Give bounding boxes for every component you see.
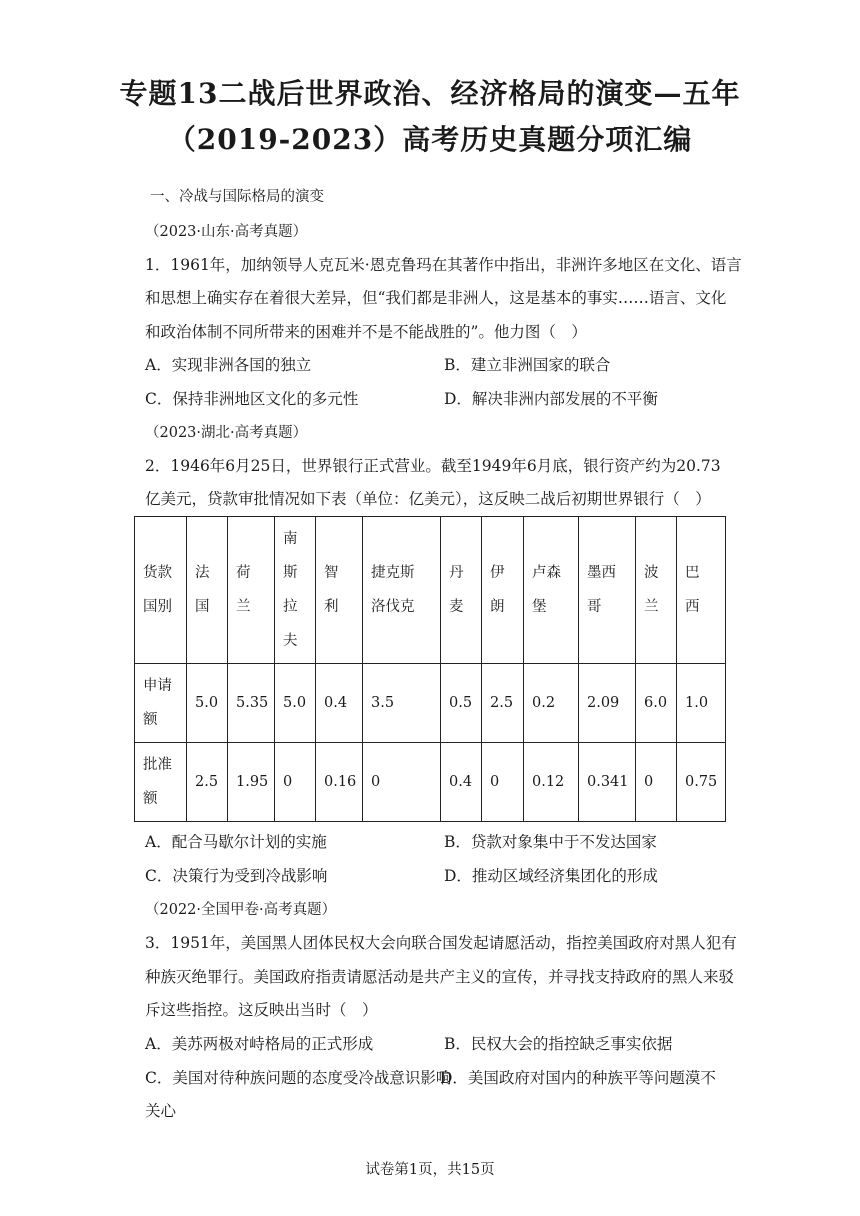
table-cell: 0.16 bbox=[316, 743, 363, 822]
question-1-option-d: D．解决非洲内部发展的不平衡 bbox=[444, 390, 658, 408]
question-1-source: （2023·山东·高考真题） bbox=[145, 224, 308, 240]
loan-approval-table bbox=[134, 516, 726, 822]
table-header-cell: 捷克斯 洛伐克 bbox=[363, 517, 441, 664]
table-cell: 0.5 bbox=[441, 664, 482, 743]
table-header-cell: 智 利 bbox=[316, 517, 363, 664]
table-header-cell: 荷 兰 bbox=[228, 517, 275, 664]
table-cell: 0.12 bbox=[524, 743, 579, 822]
table-header-cell: 货款 国别 bbox=[135, 517, 187, 664]
question-3-option-c: C．美国对待种族问题的态度受冷战意识影响 bbox=[145, 1069, 452, 1087]
table-header-cell: 丹 麦 bbox=[441, 517, 482, 664]
question-2-option-a: A．配合马歇尔计划的实施 bbox=[145, 833, 327, 851]
question-3-text-line-2: 种族灭绝罪行。美国政府指责请愿活动是共产主义的宣传，并寻找支持政府的黑人来驳 bbox=[145, 968, 735, 986]
table-cell: 0 bbox=[363, 743, 441, 822]
question-3-text-line-1: 3．1951年，美国黑人团体民权大会向联合国发起请愿活动，指控美国政府对黑人犯有 bbox=[145, 934, 737, 952]
table-cell: 5.35 bbox=[228, 664, 275, 743]
question-3-option-d: D．美国政府对国内的种族平等问题漠不 bbox=[440, 1069, 716, 1087]
document-title-line-2: （2019-2023）高考历史真题分项汇编 bbox=[167, 123, 693, 156]
table-row-applied bbox=[135, 664, 726, 743]
table-cell: 5.0 bbox=[275, 664, 316, 743]
question-2-source: （2023·湖北·高考真题） bbox=[145, 425, 308, 441]
section-heading: 一、冷战与国际格局的演变 bbox=[150, 189, 324, 205]
question-2-option-d: D．推动区域经济集团化的形成 bbox=[444, 867, 658, 885]
question-3-source: （2022·全国甲卷·高考真题） bbox=[145, 902, 337, 918]
question-3-option-d-continued: 关心 bbox=[145, 1102, 177, 1120]
question-1-option-a: A．实现非洲各国的独立 bbox=[145, 356, 312, 374]
question-1-option-c: C．保持非洲地区文化的多元性 bbox=[145, 390, 359, 408]
table-cell: 0.2 bbox=[524, 664, 579, 743]
question-2-option-c: C．决策行为受到冷战影响 bbox=[145, 867, 328, 885]
question-2-text-line-1: 2．1946年6月25日，世界银行正式营业。截至1949年6月底，银行资产约为20.73 bbox=[145, 457, 721, 475]
table-cell: 2.5 bbox=[482, 664, 524, 743]
question-3-option-b: B．民权大会的指控缺乏事实依据 bbox=[444, 1035, 673, 1053]
table-cell: 1.95 bbox=[228, 743, 275, 822]
table-cell: 批准 额 bbox=[135, 743, 187, 822]
table-cell: 2.5 bbox=[187, 743, 228, 822]
table-cell: 3.5 bbox=[363, 664, 441, 743]
table-header-cell: 卢森 堡 bbox=[524, 517, 579, 664]
table-cell: 6.0 bbox=[636, 664, 677, 743]
question-2-text-line-2: 亿美元，贷款审批情况如下表（单位：亿美元），这反映二战后初期世界银行（ ） bbox=[145, 490, 711, 508]
question-3-text-line-3: 斥这些指控。这反映出当时（ ） bbox=[145, 1001, 378, 1019]
question-1-text-line-1: 1．1961年，加纳领导人克瓦米·恩克鲁玛在其著作中指出，非洲许多地区在文化、语言 bbox=[145, 256, 742, 274]
table-header-cell: 法 国 bbox=[187, 517, 228, 664]
question-1-option-b: B．建立非洲国家的联合 bbox=[444, 356, 611, 374]
question-1-text-line-2: 和思想上确实存在着很大差异，但“我们都是非洲人，这是基本的事实……语言、文化 bbox=[145, 289, 727, 307]
page-footer: 试卷第1页，共15页 bbox=[365, 1162, 495, 1178]
question-1-text-line-3: 和政治体制不同所带来的困难并不是不能战胜的”。他力图（ ） bbox=[145, 323, 587, 341]
table-cell: 1.0 bbox=[677, 664, 726, 743]
table-header-cell: 伊 朗 bbox=[482, 517, 524, 664]
table-cell: 0 bbox=[275, 743, 316, 822]
question-3-option-a: A．美苏两极对峙格局的正式形成 bbox=[145, 1035, 374, 1053]
table-header-cell: 墨西 哥 bbox=[579, 517, 636, 664]
table-cell: 0.341 bbox=[579, 743, 636, 822]
question-2-option-b: B．贷款对象集中于不发达国家 bbox=[444, 833, 657, 851]
table-cell: 0 bbox=[482, 743, 524, 822]
document-title-line-1: 专题13二战后世界政治、经济格局的演变—五年 bbox=[119, 77, 741, 110]
table-header-row bbox=[135, 517, 726, 664]
table-cell: 0.4 bbox=[316, 664, 363, 743]
table-header-cell: 巴 西 bbox=[677, 517, 726, 664]
table-cell: 5.0 bbox=[187, 664, 228, 743]
table-cell: 0.4 bbox=[441, 743, 482, 822]
table-cell: 0.75 bbox=[677, 743, 726, 822]
table-cell: 申请 额 bbox=[135, 664, 187, 743]
table-cell: 2.09 bbox=[579, 664, 636, 743]
table-cell: 0 bbox=[636, 743, 677, 822]
table-header-cell: 南 斯 拉 夫 bbox=[275, 517, 316, 664]
table-header-cell: 波 兰 bbox=[636, 517, 677, 664]
table-row-approved bbox=[135, 743, 726, 822]
